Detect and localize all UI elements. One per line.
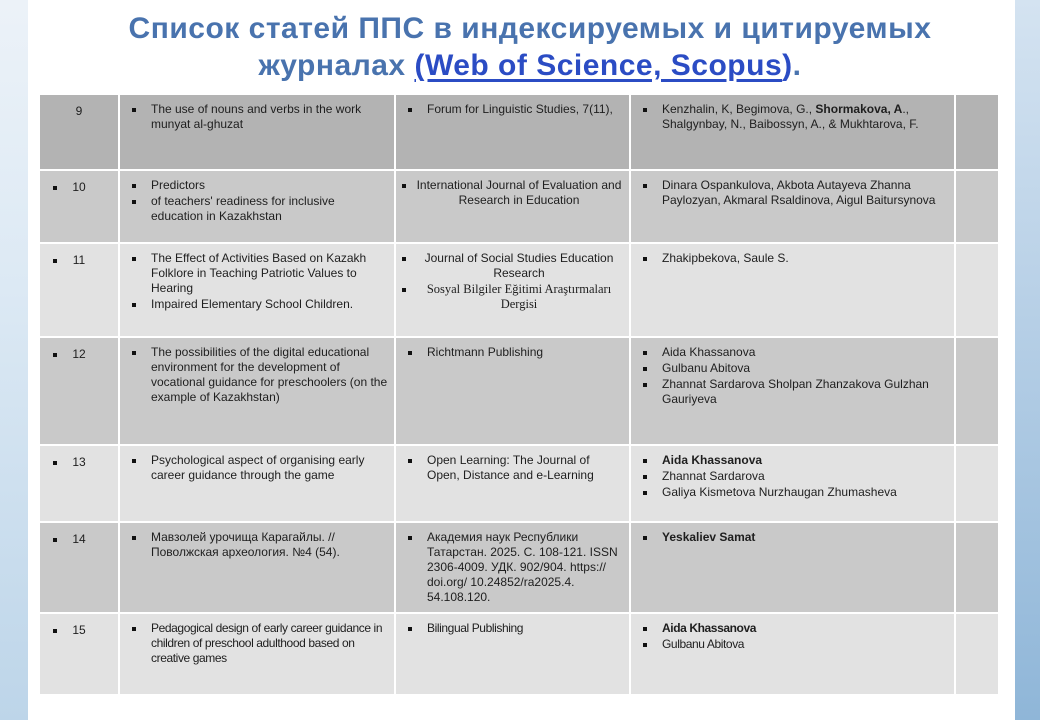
cell-number: [40, 446, 118, 521]
list-item: Richtmann Publishing: [402, 345, 623, 360]
bullet-icon: [643, 459, 647, 463]
title-line1: Список статей ППС в индексируемых и цитируемых: [128, 12, 932, 45]
cell-journal: [396, 446, 629, 521]
cell-journal: [396, 614, 629, 694]
row-number: 13: [72, 455, 86, 469]
list-item: Zhakipbekova, Saule S.: [637, 251, 948, 266]
list-item: Aida Khassanova: [637, 453, 948, 468]
list-item: Impaired Elementary School Children.: [126, 297, 388, 312]
cell-journal: [396, 95, 629, 169]
cell-number: [40, 614, 118, 694]
bullet-icon: [53, 353, 57, 357]
bullet-icon: [132, 351, 136, 355]
bullet-icon: [402, 257, 406, 261]
list-item: Bilingual Publishing: [402, 621, 623, 636]
cell-authors: [631, 338, 954, 444]
cell-authors: [631, 244, 954, 336]
cell-article-title: [120, 523, 394, 612]
list-item: Академия наук Республики Татарстан. 2025. С. 108-121. ISSN 2306-4009. УДК. 902/904. https:// doi.org/ 10.24852/ra2025.4. 54.108.120.: [402, 530, 623, 605]
list-item: Aida Khassanova: [637, 621, 948, 636]
list-item: Forum for Linguistic Studies, 7(11),: [402, 102, 623, 117]
cell-authors: [631, 95, 954, 169]
link-close-paren[interactable]: ): [782, 49, 793, 82]
cell-number: [40, 338, 118, 444]
list-item: Psychological aspect of organising early career guidance through the game: [126, 453, 388, 483]
bullet-icon: [132, 257, 136, 261]
bullet-icon: [53, 461, 57, 465]
bullet-icon: [643, 184, 647, 188]
cell-empty: [956, 338, 998, 444]
list-item: Aida Khassanova: [637, 345, 948, 360]
list-item: Open Learning: The Journal of Open, Distance and e-Learning: [402, 453, 623, 483]
title-period: .: [792, 49, 802, 82]
list-item: The Effect of Activities Based on Kazakh Folklore in Teaching Patriotic Values to Hearing: [126, 251, 388, 296]
title-line2-prefix: журналах: [258, 49, 415, 82]
cell-article-title: [120, 446, 394, 521]
cell-empty: [956, 614, 998, 694]
row-number: 9: [75, 104, 83, 118]
list-item: The use of nouns and verbs in the work munyat al-ghuzat: [126, 102, 388, 132]
left-border-decoration: [0, 0, 28, 720]
cell-article-title: [120, 95, 394, 169]
table-row: [40, 523, 998, 612]
slide-title: [60, 10, 1000, 84]
cell-journal: [396, 244, 629, 336]
list-item: Yeskaliev Samat: [637, 530, 948, 545]
bullet-icon: [643, 367, 647, 371]
cell-number: [40, 523, 118, 612]
list-item: of teachers' readiness for inclusive education in Kazakhstan: [126, 194, 388, 224]
bullet-icon: [132, 108, 136, 112]
right-border-decoration: [1015, 0, 1040, 720]
bullet-icon: [402, 288, 406, 292]
row-number: 11: [72, 253, 86, 267]
cell-journal: [396, 338, 629, 444]
cell-article-title: [120, 338, 394, 444]
list-item: Zhannat Sardarova Sholpan Zhanzakova Gulzhan Gauriyeva: [637, 377, 948, 407]
cell-number: [40, 244, 118, 336]
cell-journal: [396, 523, 629, 612]
table-row: [40, 446, 998, 521]
bullet-icon: [53, 629, 57, 633]
bullet-icon: [408, 627, 412, 631]
cell-journal: [396, 171, 629, 242]
bullet-icon: [402, 184, 406, 188]
cell-article-title: [120, 171, 394, 242]
row-number: 15: [72, 623, 86, 637]
cell-authors: [631, 446, 954, 521]
table-row: [40, 244, 998, 336]
bullet-icon: [53, 259, 57, 263]
cell-authors: [631, 523, 954, 612]
cell-empty: [956, 523, 998, 612]
bullet-icon: [643, 491, 647, 495]
bullet-icon: [643, 643, 647, 647]
bullet-icon: [643, 383, 647, 387]
bullet-icon: [643, 108, 647, 112]
bullet-icon: [408, 108, 412, 112]
list-item: Sosyal Bilgiler Eğitimi Araştırmaları Dergisi: [402, 282, 623, 312]
row-number: 10: [72, 180, 86, 194]
bullet-icon: [132, 303, 136, 307]
bullet-icon: [643, 475, 647, 479]
cell-empty: [956, 244, 998, 336]
cell-empty: [956, 446, 998, 521]
bullet-icon: [132, 200, 136, 204]
list-item: The possibilities of the digital educational environment for the development of vocational guidance for preschoolers (on the example of Kazakhstan): [126, 345, 388, 405]
list-item: Kenzhalin, K, Begimova, G., Shormakova, A., Shalgynbay, N., Baibossyn, A., & Mukhtarova, F.: [637, 102, 948, 132]
cell-article-title: [120, 244, 394, 336]
table-row: [40, 614, 998, 694]
bullet-icon: [132, 536, 136, 540]
row-number: 12: [72, 347, 86, 361]
articles-table: [40, 95, 998, 694]
table-row: [40, 338, 998, 444]
bullet-icon: [132, 184, 136, 188]
bullet-icon: [643, 536, 647, 540]
bullet-icon: [408, 536, 412, 540]
web-of-science-scopus-link[interactable]: [414, 49, 792, 82]
link-text[interactable]: (Web of Science, Scopus: [414, 49, 783, 82]
cell-number: [40, 95, 118, 169]
cell-empty: [956, 95, 998, 169]
list-item: Dinara Ospankulova, Akbota Autayeva Zhanna Paylozyan, Akmaral Rsaldinova, Aigul Baitursynova: [637, 178, 948, 208]
bullet-icon: [53, 538, 57, 542]
table-row: [40, 95, 998, 169]
bullet-icon: [132, 627, 136, 631]
table-row: [40, 171, 998, 242]
list-item: Pedagogical design of early career guidance in children of preschool adulthood based on creative games: [126, 621, 388, 666]
cell-empty: [956, 171, 998, 242]
cell-article-title: [120, 614, 394, 694]
list-item: Gulbanu Abitova: [637, 361, 948, 376]
list-item: Galiya Kismetova Nurzhaugan Zhumasheva: [637, 485, 948, 500]
row-number: 14: [72, 532, 86, 546]
list-item: Zhannat Sardarova: [637, 469, 948, 484]
bullet-icon: [408, 351, 412, 355]
list-item: Gulbanu Abitova: [637, 637, 948, 652]
cell-number: [40, 171, 118, 242]
bullet-icon: [53, 186, 57, 190]
bullet-icon: [643, 627, 647, 631]
list-item: Predictors: [126, 178, 388, 193]
bullet-icon: [408, 459, 412, 463]
list-item: Мавзолей урочища Карагайлы. // Поволжская археология. №4 (54).: [126, 530, 388, 560]
cell-authors: [631, 171, 954, 242]
list-item: Journal of Social Studies Education Research: [402, 251, 623, 281]
list-item: International Journal of Evaluation and Research in Education: [402, 178, 623, 208]
bullet-icon: [132, 459, 136, 463]
bullet-icon: [643, 351, 647, 355]
bullet-icon: [643, 257, 647, 261]
cell-authors: [631, 614, 954, 694]
